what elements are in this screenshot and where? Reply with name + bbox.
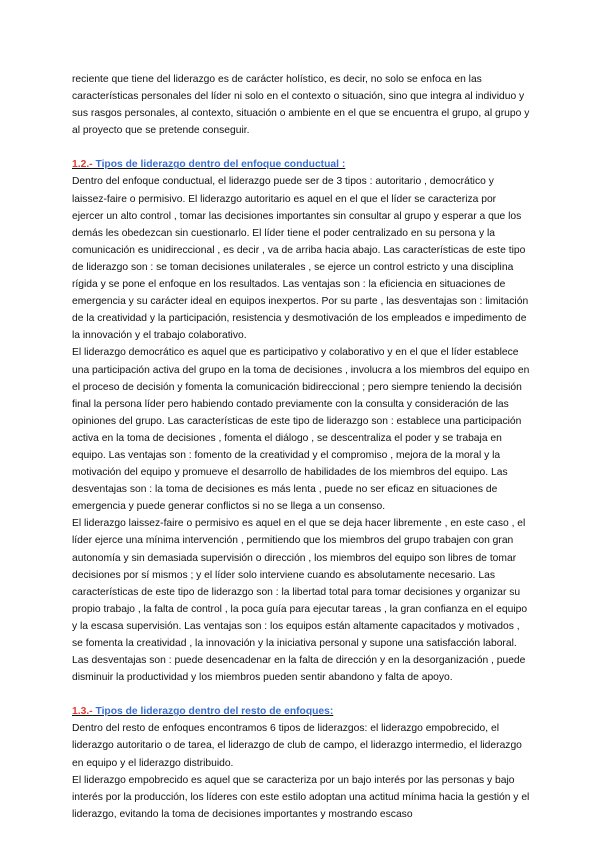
- section-number: 1.2.-: [72, 159, 93, 171]
- paragraph-empobrecido: El liderazgo empobrecido es aquel que se caracteriza por un bajo interés por las personas y bajo interés por la producción, los líderes con este estilo adoptan una actitud mínima hacia la gestión y el liderazgo, evitando la toma de decisiones importantes y mostrando escaso: [72, 774, 530, 820]
- section-spacer: [72, 686, 530, 703]
- intro-paragraph: reciente que tiene del liderazgo es de carácter holístico, es decir, no solo se enfoca en las características personales del líder ni solo en el contexto o situación, sino que integra al individuo y sus rasgos personales, al contexto, situación o ambiente en el que se encuentra el grupo, al grupo y al proyecto que se pretende conseguir.: [72, 74, 530, 137]
- paragraph-democratico: El liderazgo democrático es aquel que es participativo y colaborativo y en el que el líder establece una participación activa del grupo en la toma de decisiones , involucra a los miembros del equipo en el proceso de decisión y fomenta la comunicación bidireccional ; pero siempre teniendo la decisión final la persona líder pero habiendo contado previamente con la consulta y consideración de las opiniones del grupo. Las características de este tipo de liderazgo son : establece una participación activa en la toma de decisiones , fomenta el diálogo , se descentraliza el poder y se trabaja en equipo. Las ventajas son : fomento de la creatividad y el compromiso , mejora de la moral y la motivación del equipo y promueve el desarrollo de habilidades de los miembros del equipo. Las desventajas son : la toma de decisiones es más lenta , puede no ser eficaz en situaciones de emergencia y puede generar conflictos si no se llega a un consenso.: [72, 347, 530, 513]
- paragraph-conductual-intro: Dentro del enfoque conductual, el liderazgo puede ser de 3 tipos : autoritario , democrático y laissez-faire o permisivo. El liderazgo autoritario es aquel en el que el líder se caracteriza por ejercer un alto control , tomar las decisiones importantes sin consultar al grupo y esperar a que los demás les obedezcan sin cuestionarlo. El líder tiene el poder centralizado en su persona y la comunicación es unidireccional , es decir , va de arriba hacia abajo. Las características de este tipo de liderazgo son : se toman decisiones unilaterales , se ejerce un control estricto y una disciplina rígida y se pone el enfoque en los resultados. Las ventajas son : la eficiencia en situaciones de emergencia y su carácter ideal en equipos inexpertos. Por su parte , las desventajas son : limitación de la creatividad y la participación, resistencia y desmotivación de los empleados e impedimento de la innovación y el trabajo colaborativo.: [72, 176, 529, 342]
- paragraph-laissez-faire: El liderazgo laissez-faire o permisivo es aquel en el que se deja hacer libremente , en este caso , el líder ejerce una mínima intervención , permitiendo que los miembros del grupo trabajen con gran autonomía y sin demasiada supervisión o dirección , los miembros del equipo son libres de tomar decisiones por sí mismos ; y el líder solo interviene cuando es absolutamente necesario. Las características de este tipo de liderazgo son : la libertad total para tomar decisiones y organizar su propio trabajo , la falta de control , la poca guía para ejecutar tareas , la gran confianza en el equipo y la escasa supervisión. Las ventajas son : los equipos están altamente capacitados y motivados , se fomenta la creatividad , la innovación y la iniciativa personal y supone una satisfacción laboral. Las desventajas son : puede desencadenar en la falta de dirección y en la desorganización , puede disminuir la productividad y los miembros pueden sentir abandono y falta de apoyo.: [72, 518, 528, 684]
- section-title: Tipos de liderazgo dentro del enfoque conductual :: [92, 159, 346, 171]
- document-body: [72, 71, 530, 823]
- section-heading-1-3: [72, 703, 530, 720]
- section-title: Tipos de liderazgo dentro del resto de enfoques:: [92, 706, 334, 718]
- paragraph-otros-enfoques: Dentro del resto de enfoques encontramos 6 tipos de liderazgos: el liderazgo empobrecido, el liderazgo autoritario o de tarea, el liderazgo de club de campo, el liderazgo intermedio, el liderazgo en equipo y el liderazgo distribuido.: [72, 723, 522, 769]
- section-number: 1.3.-: [72, 706, 93, 718]
- section-heading-1-2: [72, 156, 530, 173]
